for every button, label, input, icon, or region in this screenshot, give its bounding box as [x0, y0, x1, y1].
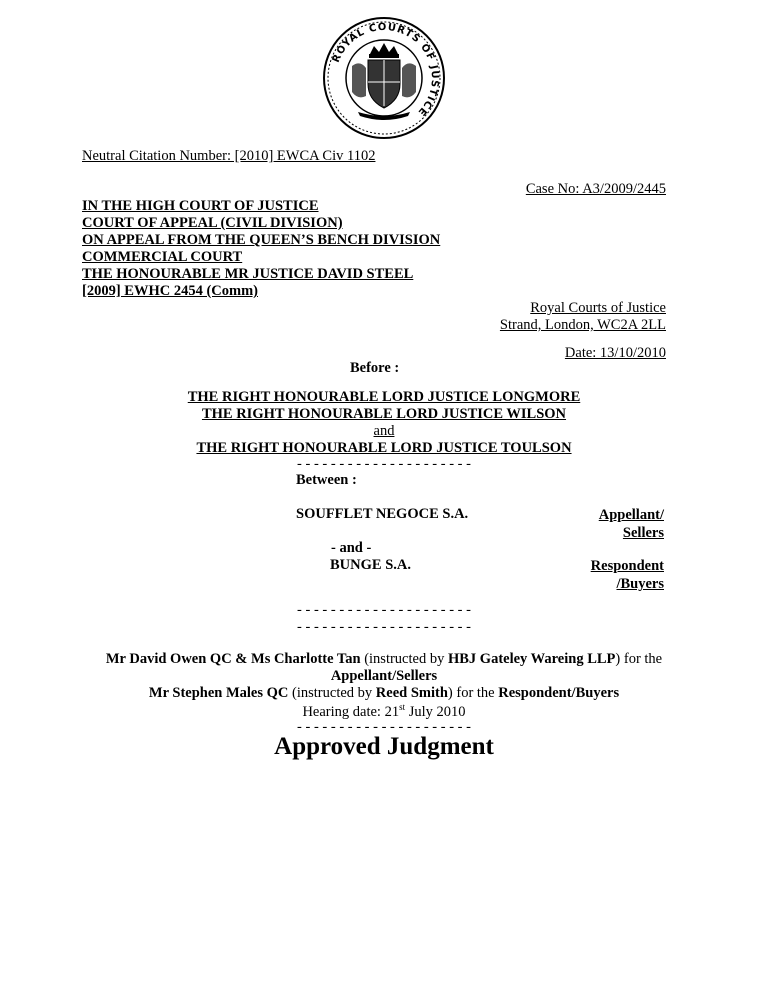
royal-courts-of-justice-seal-icon: [322, 16, 446, 140]
appellant-counsel: Mr David Owen QC & Ms Charlotte Tan: [105, 651, 361, 667]
hearing-date-suffix: July 2010: [405, 703, 466, 720]
for-the-text-2: ) for the: [447, 685, 499, 701]
judgment-date: Date: 13/10/2010: [564, 345, 666, 361]
appellant-name: SOUFFLET NEGOCE S.A.: [296, 506, 469, 522]
address-line-2: Strand, London, WC2A 2LL: [499, 317, 666, 333]
respondent-role-line-1: Respondent: [590, 558, 664, 574]
appellant-role: [599, 506, 664, 542]
address-line-1: Royal Courts of Justice: [530, 300, 666, 316]
judge-toulson: THE RIGHT HONOURABLE LORD JUSTICE TOULSON: [196, 440, 572, 456]
judge-longmore: THE RIGHT HONOURABLE LORD JUSTICE LONGMORE: [187, 389, 581, 405]
seal-text: ROYAL COURTS OF JUSTICE: [330, 21, 441, 119]
counsel-line-1: [0, 651, 768, 668]
respondent-role-line-2: /Buyers: [616, 576, 664, 592]
appellant-solicitors: HBJ Gateley Wareing LLP: [447, 651, 616, 667]
respondent-counsel: Mr Stephen Males QC: [148, 685, 289, 701]
hearing-date: [0, 702, 768, 721]
appellant-role-line-2: Sellers: [622, 525, 664, 541]
court-line-2: COURT OF APPEAL (CIVIL DIVISION): [82, 215, 343, 231]
separator-3: - - - - - - - - - - - - - - - - - - - - -: [297, 619, 471, 635]
instructed-by-text-1: (instructed by: [360, 651, 448, 667]
court-line-5: THE HONOURABLE MR JUSTICE DAVID STEEL: [82, 266, 414, 282]
appellant-role-line-1: Appellant/: [598, 507, 664, 523]
hearing-date-ordinal: st: [399, 702, 406, 712]
separator-2: - - - - - - - - - - - - - - - - - - - - -: [297, 602, 471, 618]
separator-4: - - - - - - - - - - - - - - - - - - - - -: [297, 719, 471, 735]
judge-wilson: THE RIGHT HONOURABLE LORD JUSTICE WILSON: [201, 406, 567, 422]
respondent-designation: Respondent/Buyers: [498, 685, 620, 701]
court-line-1: IN THE HIGH COURT OF JUSTICE: [82, 198, 319, 214]
between-label: Between :: [296, 472, 357, 488]
counsel-line-2: Appellant/Sellers: [330, 668, 438, 684]
for-the-text-1: ) for the: [615, 651, 663, 667]
instructed-by-text-2: (instructed by: [288, 685, 376, 701]
respondent-solicitors: Reed Smith: [375, 685, 448, 701]
judges-and: and: [373, 423, 395, 439]
before-label: Before :: [350, 360, 400, 376]
case-number: Case No: A3/2009/2445: [525, 181, 666, 197]
court-line-4: COMMERCIAL COURT: [82, 249, 243, 265]
hearing-date-prefix: Hearing date: 21: [302, 703, 400, 720]
respondent-name: BUNGE S.A.: [330, 557, 411, 573]
court-line-3: ON APPEAL FROM THE QUEEN’S BENCH DIVISION: [82, 232, 441, 248]
neutral-citation: Neutral Citation Number: [2010] EWCA Civ 1102: [82, 148, 376, 164]
court-line-6: [2009] EWHC 2454 (Comm): [82, 283, 258, 299]
respondent-role: [591, 557, 664, 593]
separator-1: - - - - - - - - - - - - - - - - - - - - -: [297, 456, 471, 472]
counsel-line-3: [0, 685, 768, 702]
document-title: Approved Judgment: [274, 733, 494, 760]
versus: - and -: [331, 540, 372, 556]
